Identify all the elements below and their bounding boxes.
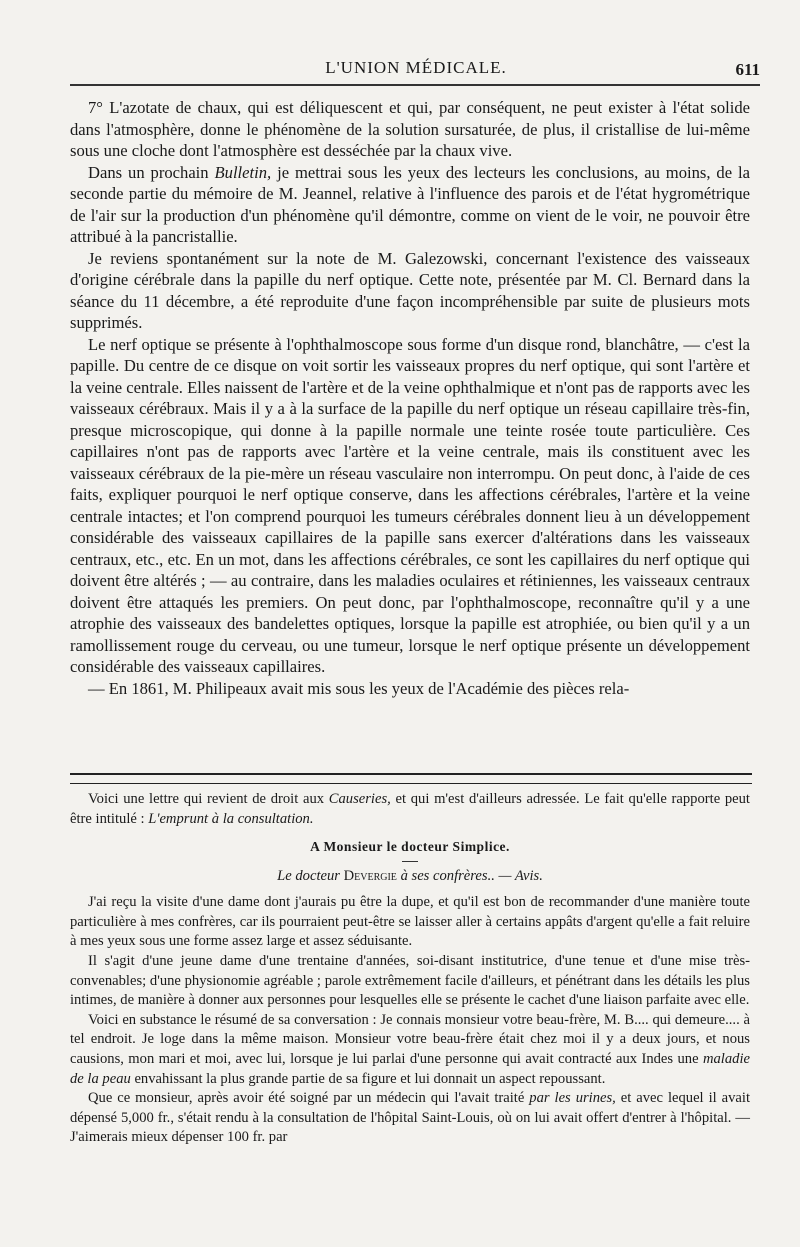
running-title: L'UNION MÉDICALE.	[325, 58, 507, 77]
paragraph: Dans un prochain Bulletin, je mettrai sous les yeux des lecteurs les conclusions, au moins, de la seconde partie du mémoire de M. Jeannel, relative à l'influence des parois et de l'état hygrométrique de l'air sur la production d'un phénomène qu'il démontre, comme on vient de le voir, ne pouvoir être attribué à la pancristallie.	[70, 162, 750, 246]
letter-subheading: Le docteur Devergie à ses confrères.. — Avis.	[277, 868, 543, 885]
paragraph: 7° L'azotate de chaux, qui est déliquescent et qui, par conséquent, ne peut exister à l'état solide dans l'atmosphère, donne le phénomène de la solution sursaturée, de plus, il cristallise de lui-même sous une cloche dont l'atmosphère est desséchée par la chaux vive.	[70, 98, 750, 160]
paragraph: Je reviens spontanément sur la note de M. Galezowski, concernant l'existence des vaisseaux d'origine cérébrale dans la papille du nerf optique. Cette note, présentée par M. Cl. Bernard dans la séance du 11 décembre, a été reproduite d'une façon incompréhensible par suite de plusieurs mots supprimés.	[70, 248, 750, 332]
article-column	[70, 97, 750, 699]
feuilleton-separator	[70, 773, 752, 784]
paragraph: Il s'agit d'une jeune dame d'une trentaine d'années, soi-disant institutrice, d'une tenue et d'une mise très-convenables; d'une physionomie agréable ; parole extrêmement facile d'ailleurs, et pénétrant dans les détails les plus intimes, de manière à donner aux personnes pour lesquelles elle se présente le cachet d'une liaison parfaite avec elle.	[70, 952, 750, 1009]
short-rule	[402, 861, 418, 862]
paragraph: Voici en substance le résumé de sa conversation : Je connais monsieur votre beau-frère, M. B.... qui demeure.... à tel endroit. Je loge dans la même maison. Monsieur votre beau-frère était chez moi il y a deux jours, et nous causions, mon mari et moi, avec lui, lorsque je lui parlai d'une personne qui avait contracté aux Indes une maladie de la peau envahissant la plus grande partie de sa figure et lui donnait un aspect repoussant.	[70, 1011, 750, 1087]
page-number: 611	[735, 60, 760, 79]
paragraph: Que ce monsieur, après avoir été soigné par un médecin qui l'avait traité par les urines, et avec lequel il avait dépensé 5,000 fr., s'était rendu à la consultation de l'hôpital Saint-Louis, où on lui avait offert d'entrer à l'hôpital. — J'aimerais mieux dépenser 100 fr. par	[70, 1090, 750, 1146]
letter-section	[70, 790, 750, 1148]
running-head	[70, 54, 762, 84]
letter-intro: Voici une lettre qui revient de droit aux Causeries, et qui m'est d'ailleurs adressée. Le fait qu'elle rapporte peut être intitulé : L'emprunt à la consultation.	[70, 791, 750, 827]
letter-address: A Monsieur le docteur Simplice.	[310, 839, 510, 855]
paragraph: — En 1861, M. Philipeaux avait mis sous les yeux de l'Académie des pièces rela-	[88, 678, 630, 698]
paragraph: J'ai reçu la visite d'une dame dont j'aurais pu être la dupe, et qu'il est bon de recommander d'une manière toute particulière à mes confrères, car ils pourraient peut-être se laisser aller à certains appâts d'argent qu'elle a fait reluire à mes yeux sous une forme assez large et assez séduisante.	[70, 894, 750, 950]
header-rule	[70, 84, 760, 86]
paragraph: Le nerf optique se présente à l'ophthalmoscope sous forme d'un disque rond, blanchâtre, — c'est la papille. Du centre de ce disque on voit sortir les vaisseaux propres du nerf optique, qui sont l'artère et la veine centrale. Elles naissent de l'artère et de la veine ophthalmique et n'ont pas de rapports avec les vaisseaux cérébraux. Mais il y a à la surface de la papille du nerf optique un réseau capillaire très-fin, presque microscopique, qui donne à la papille normale une teinte rosée toute particulière. Ces capillaires n'ont pas de rapports avec l'artère et la veine centrale, mais ils constituent avec les vaisseaux cérébraux de la pie-mère un réseau vasculaire non interrompu. On peut donc, à l'aide de ces faits, expliquer pourquoi le nerf optique conserve, dans les affections cérébrales, l'artère et la veine centrale intactes; et l'on comprend pourquoi les tumeurs cérébrales donnent lieu à un développement considérable des vaisseaux capillaires de la papille sans exercer d'altérations dans les vaisseaux centraux, etc., etc. En un mot, dans les affections cérébrales, ce sont les capillaires du nerf optique qui doivent être altérés ; — au contraire, dans les maladies oculaires et rétiniennes, les vaisseaux centraux doivent être attaqués les premiers. On peut donc, par l'ophthalmoscope, reconnaître qu'il y a une atrophie des vaisseaux des bandelettes optiques, lorsque la papille est atrophiée, ou bien qu'il y a un ramollissement rouge du cerveau, ou une tumeur, lorsque le nerf optique présente un développement considérable des vaisseaux capillaires.	[70, 334, 750, 676]
